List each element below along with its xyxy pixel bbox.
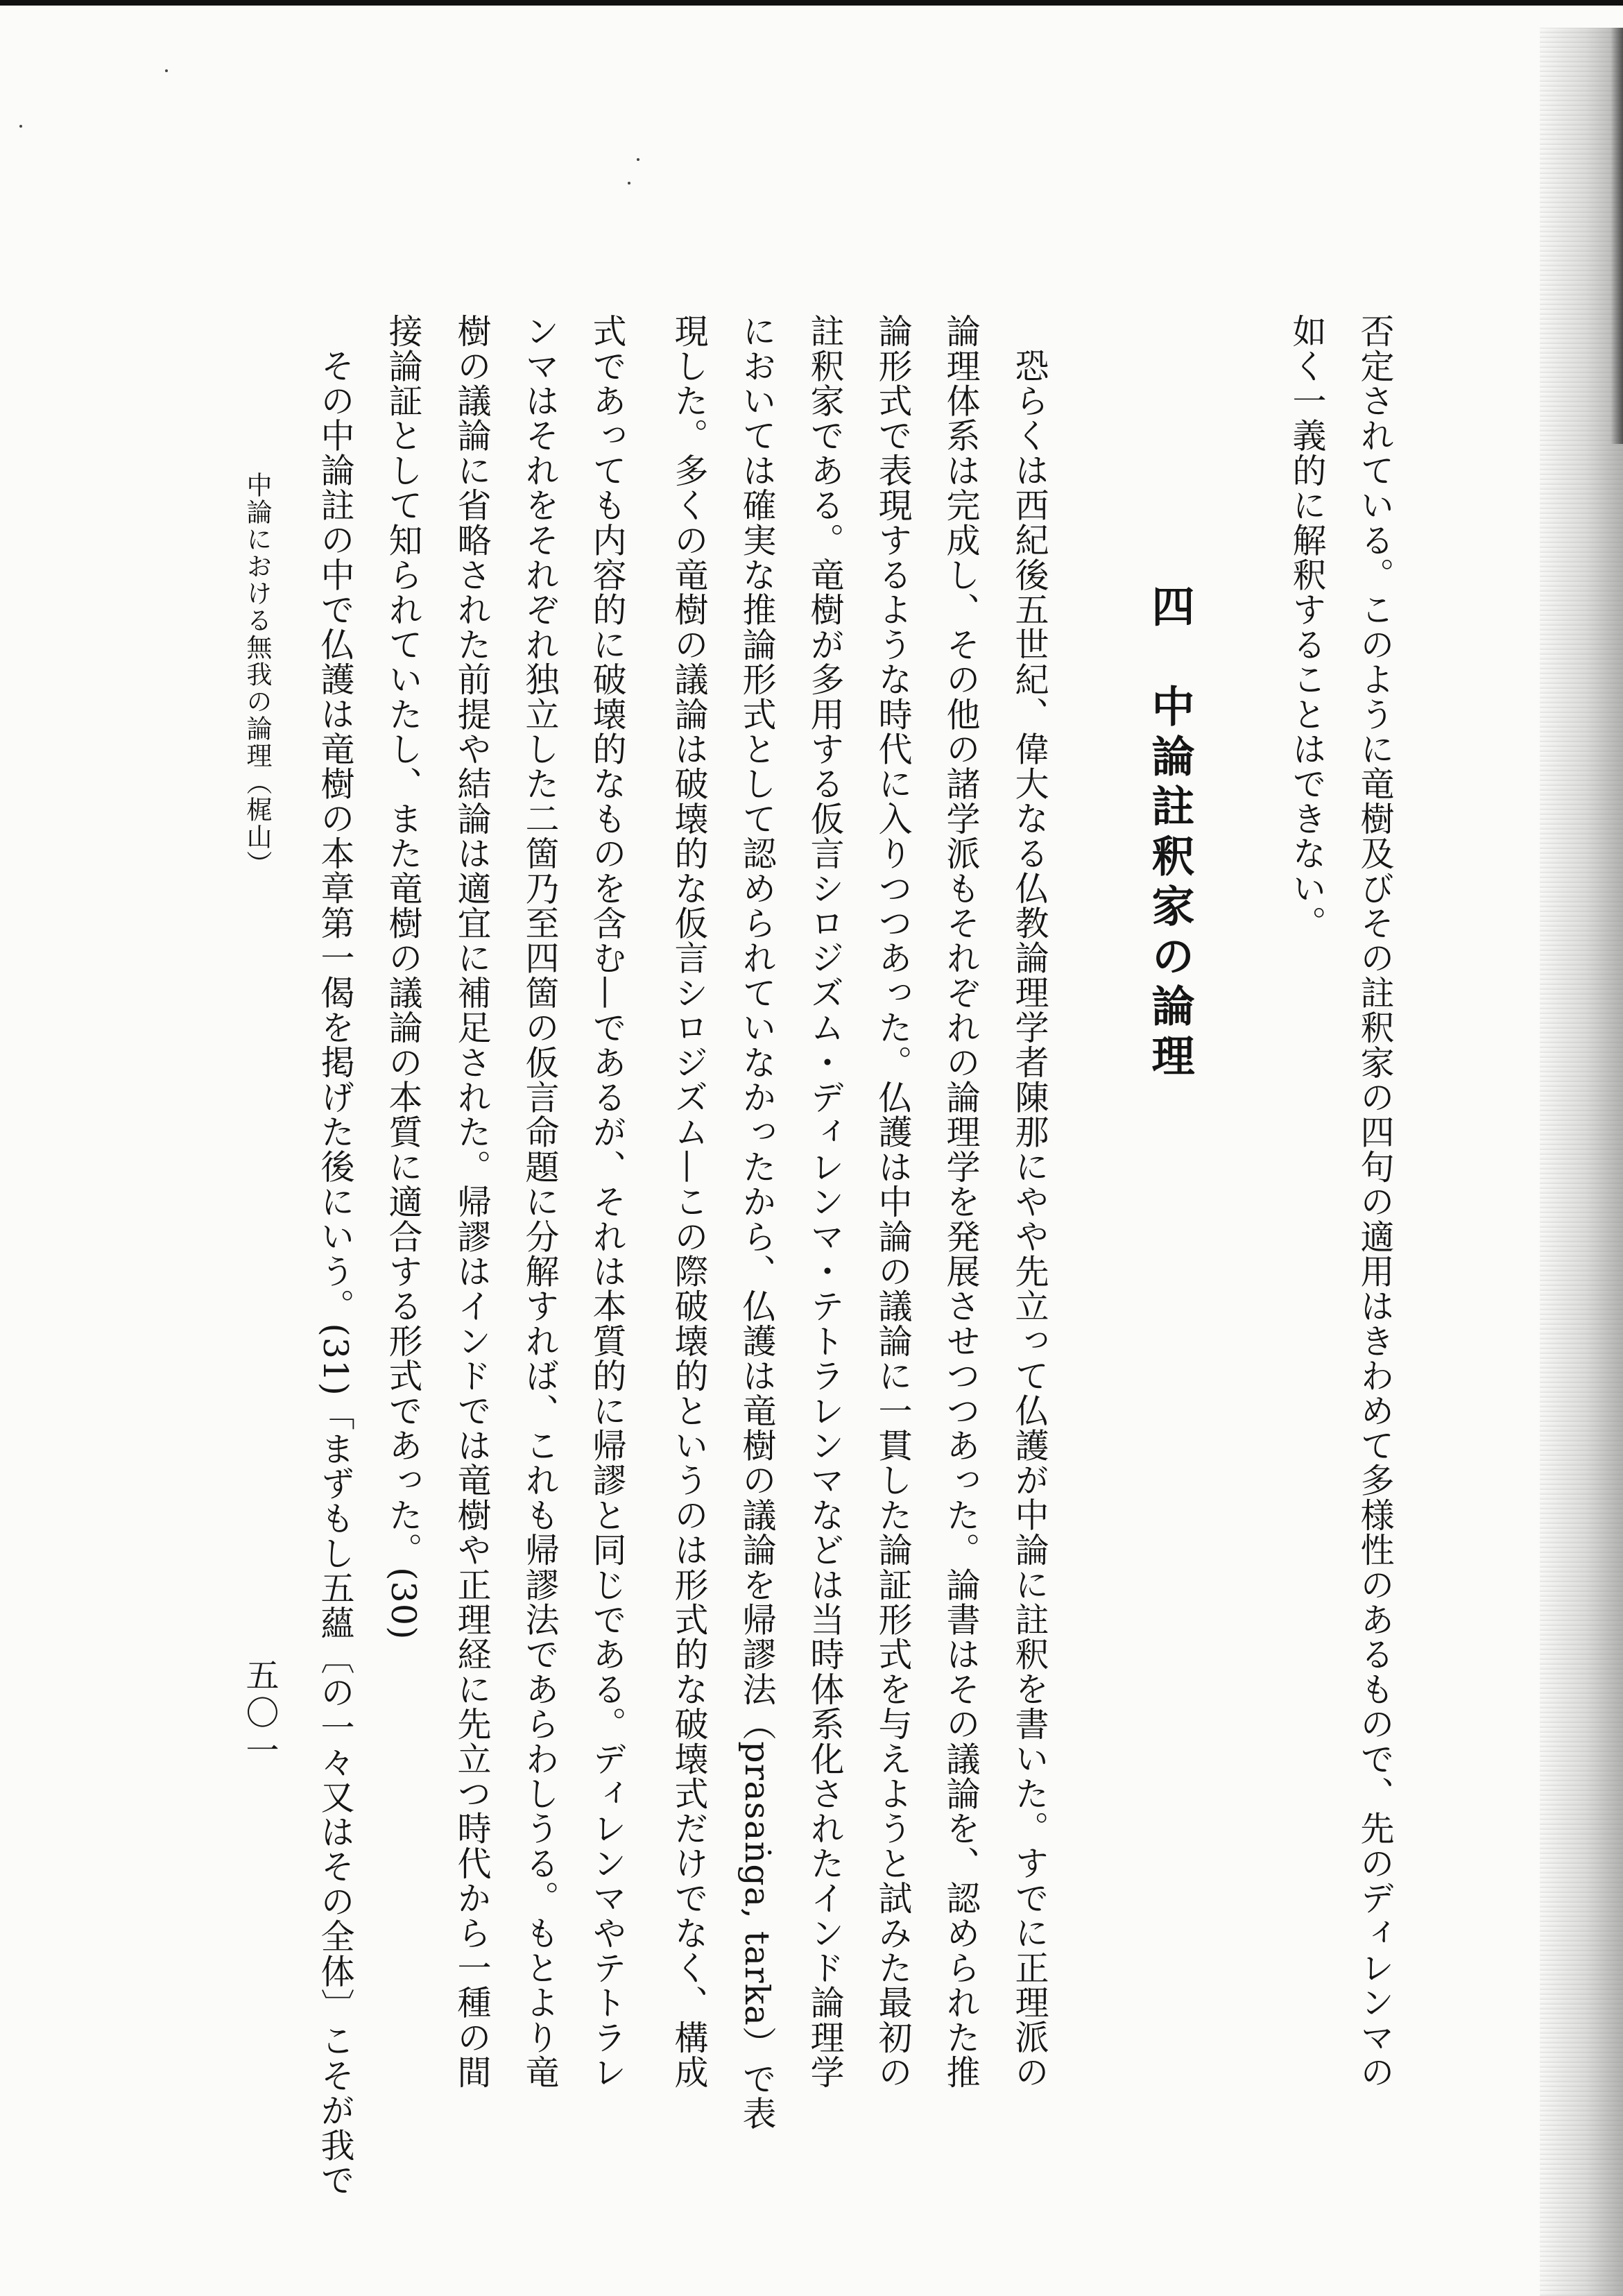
- text-line-12: 接論証として知られていたし、また竜樹の議論の本質に適合する形式であった。(30): [384, 314, 423, 1640]
- page-number: 五〇一: [240, 1658, 279, 1770]
- text-line-2: 如く一義的に解釈することはできない。: [1287, 314, 1327, 941]
- text-line-3: 恐らくは西紀後五世紀、偉大なる仏教論理学者陳那にやや先立って仏護が中論に註釈を書いた。すでに正理派の: [1010, 348, 1049, 2089]
- binding-shadow: [1611, 28, 1623, 444]
- scan-speck: [165, 69, 168, 72]
- scan-speck: [628, 182, 630, 185]
- text-line-8: 現した。多くの竜樹の議論は破壊的な仮言シロジズム—この際破壊的というのは形式的な破壊式だけでなく、構成: [669, 314, 709, 2090]
- scan-speck: [637, 158, 639, 161]
- text-line-9: 式であっても内容的に破壊的なものを含む—であるが、それは本質的に帰謬と同じである。ディレンマやテトラレ: [587, 314, 627, 2090]
- section-heading: 四 中論註釈家の論理: [1144, 584, 1195, 1083]
- text-line-1: 否定されている。このように竜樹及びその註釈家の四句の適用はきわめて多様性のあるもので、先のディレンマの: [1355, 314, 1395, 2090]
- text-line-11: 樹の議論に省略された前提や結論は適宜に補足された。帰謬はインドでは竜樹や正理経に先立つ時代から一種の間: [452, 314, 492, 2090]
- text-line-6: 註釈家である。竜樹が多用する仮言シロジズム・ディレンマ・テトラレンマなどは当時体系化されたインド論理学: [805, 314, 845, 2090]
- running-footer: 中論における無我の論理（梶山）: [242, 472, 272, 877]
- text-line-13: その中論註の中で仏護は竜樹の本章第一偈を掲げた後にいう。(31)「まずもし五蘊〔の一々又はその全体〕こそが我で: [316, 348, 355, 2198]
- top-scan-border: [0, 0, 1623, 6]
- text-line-4: 論理体系は完成し、その他の諸学派もそれぞれの論理学を発展させつつあった。論書はその議論を、認められた推: [941, 314, 981, 2090]
- text-line-10: ンマはそれをそれぞれ独立した二箇乃至四箇の仮言命題に分解すれば、これも帰謬法であらわしうる。もとより竜: [520, 314, 560, 2090]
- text-line-5: 論形式で表現するような時代に入りつつあった。仏護は中論の議論に一貫した論証形式を与えようと試みた最初の: [873, 314, 913, 2090]
- scan-speck: [19, 125, 22, 128]
- text-line-7: においては確実な推論形式として認められていなかったから、仏護は竜樹の議論を帰謬法（prasaṅga, tarka）で表: [737, 314, 777, 2131]
